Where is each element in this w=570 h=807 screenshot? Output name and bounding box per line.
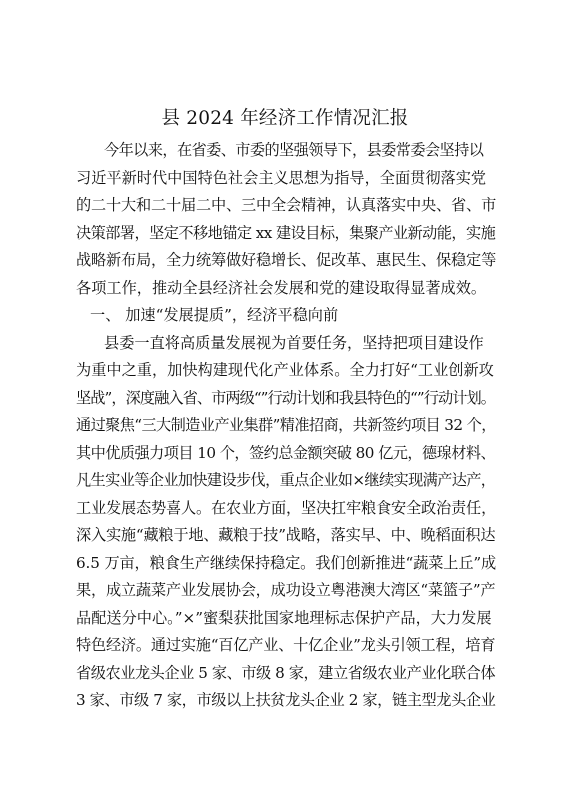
body-line: 习近平新时代中国特色社会主义思想为指导，全面贯彻落实党 xyxy=(76,169,487,187)
body-line: 3 家、市级 7 家，市级以上扶贫龙头企业 2 家，链主型龙头企业 xyxy=(76,691,496,709)
body-line: 各项工作，推动全县经济社会发展和党的建设取得显著成效。 xyxy=(76,279,487,297)
body-line: 通过聚焦“三大制造业产业集群”精准招商，共新签约项目 32 个， xyxy=(76,416,496,434)
body-line: 县委一直将高质量发展视为首要任务，坚持把项目建设作 xyxy=(104,334,484,352)
body-line: 品配送分中心。”×”蜜梨获批国家地理标志保护产品，大力发展 xyxy=(76,609,492,627)
body-line: 其中优质强力项目 10 个，签约总金额突破 80 亿元，德瑔材料、 xyxy=(76,444,496,462)
body-line: 今年以来，在省委、市委的坚强领导下，县委常委会坚持以 xyxy=(104,141,484,159)
body-line: 工业发展态势喜人。在农业方面，坚决扛牢粮食安全政治责任， xyxy=(76,499,496,517)
body-line: 省级农业龙头企业 5 家、市级 8 家，建立省级农业产业化联合体 xyxy=(76,664,496,682)
section-heading: 一、 加速“发展提质”，经济平稳向前 xyxy=(90,306,339,324)
body-line: 凡生实业等企业加快建设步伐，重点企业如×继续实现满产达产， xyxy=(76,471,496,489)
body-line: 坚战”，深度融入省、市两级“”行动计划和我县特色的“”行动计划。 xyxy=(76,389,495,407)
body-line: 为重中之重，加快构建现代化产业体系。全力打好“工业创新攻 xyxy=(76,361,494,379)
body-line: 决策部署，坚定不移地锚定 xx 建设目标，集聚产业新动能，实施 xyxy=(76,224,496,242)
body-line: 的二十大和二十届二中、三中全会精神，认真落实中央、省、市 xyxy=(76,196,496,214)
body-line: 特色经济。通过实施“百亿产业、十亿企业”龙头引领工程，培育 xyxy=(76,636,496,654)
document-title: 县 2024 年经济工作情况汇报 xyxy=(161,108,409,129)
body-line: 深入实施“藏粮于地、藏粮于技”战略，落实早、中、晚稻面积达 xyxy=(76,526,496,544)
body-line: 果，成立蔬菜产业发展协会，成功设立粤港澳大湾区“菜篮子”产 xyxy=(76,581,496,599)
body-line: 战略新布局，全力统筹做好稳增长、促改革、惠民生、保稳定等 xyxy=(76,251,496,269)
body-line: 6.5 万亩，粮食生产继续保持稳定。我们创新推进“蔬菜上丘”成 xyxy=(76,554,496,572)
